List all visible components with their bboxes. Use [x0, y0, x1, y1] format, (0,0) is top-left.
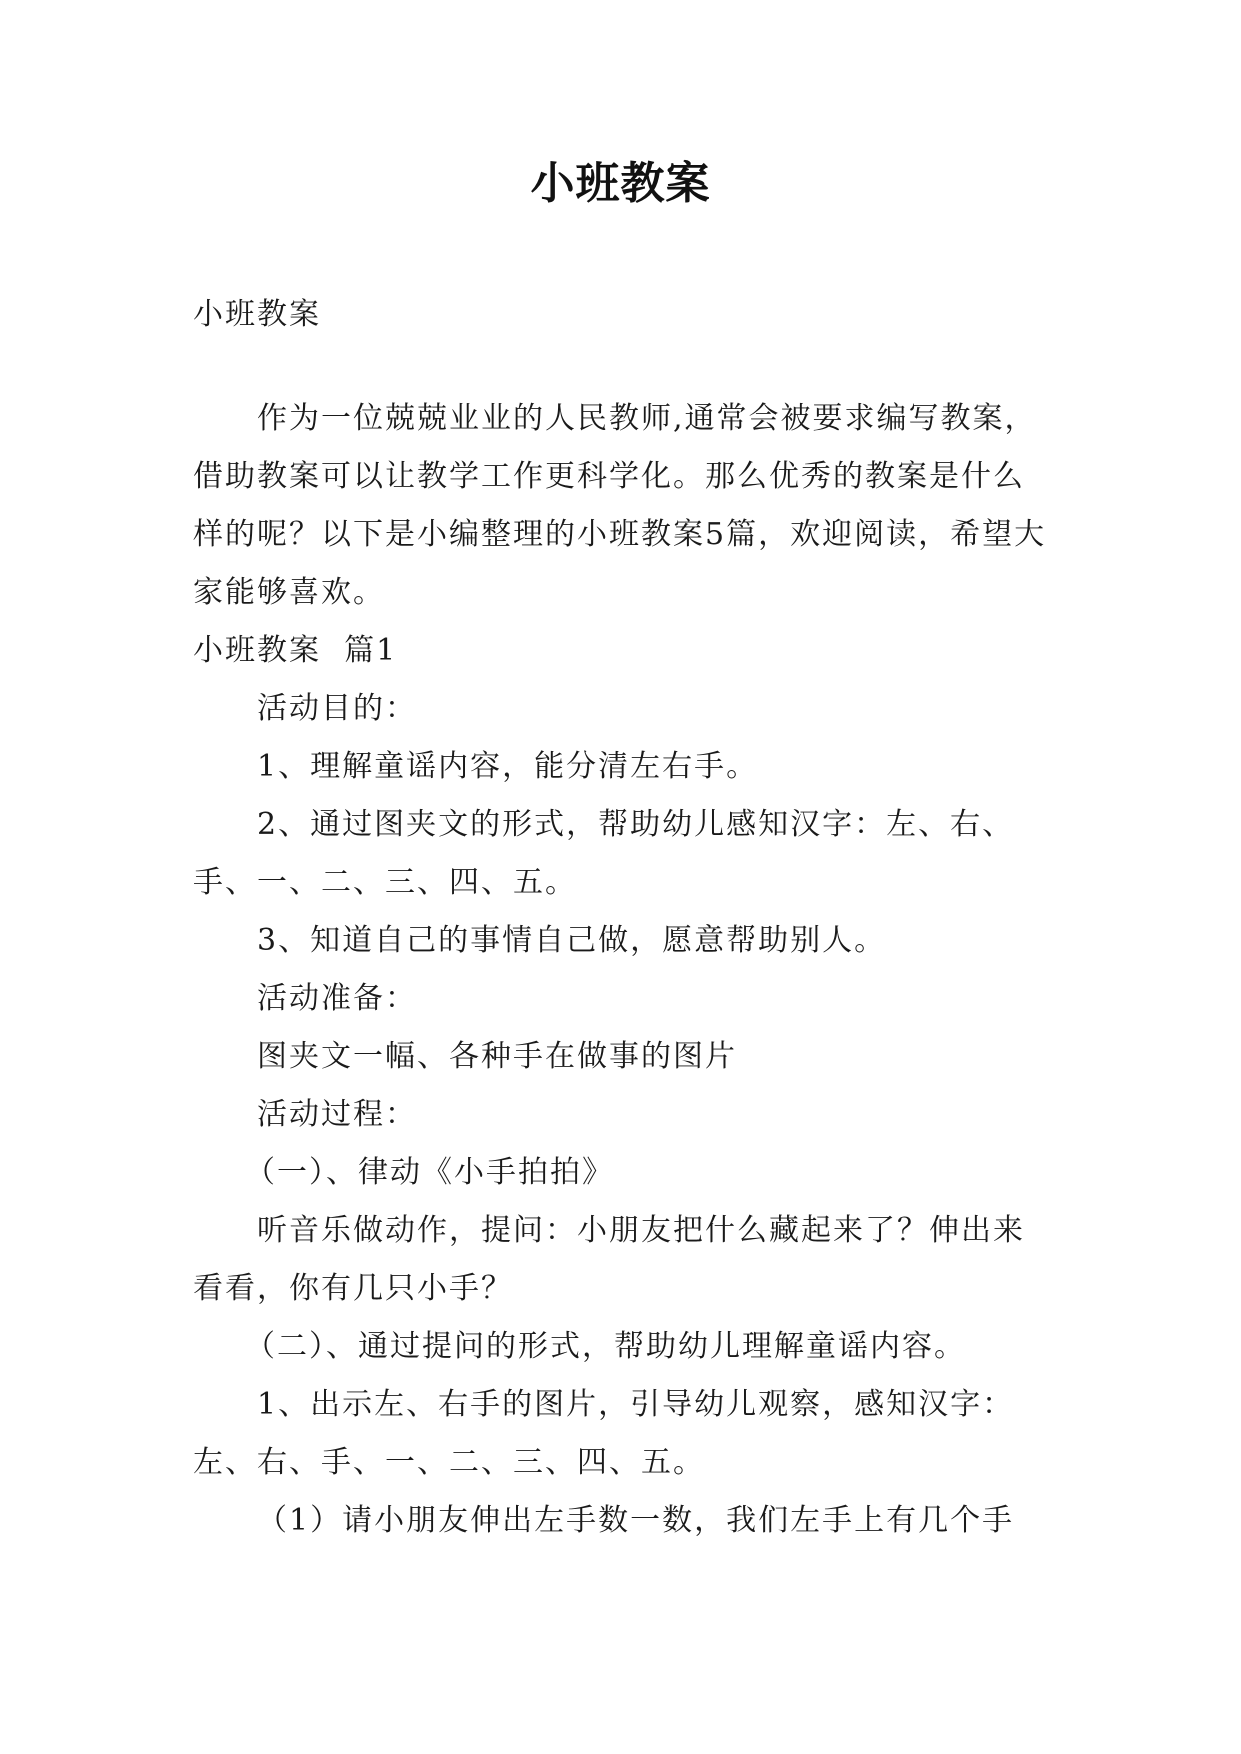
paragraph-step-2-item-1: 1、出示左、右手的图片，引导幼儿观察，感知汉字：左、右、手、一、二、三、四、五。: [193, 1387, 1015, 1480]
paragraph-process-heading: 活动过程：: [257, 1097, 417, 1132]
document-subtitle: 小班教案: [193, 297, 321, 332]
paragraph-goal-3: 3、知道自己的事情自己做，愿意帮助别人。: [257, 923, 887, 958]
paragraph-activity-goal-heading: 活动目的：: [257, 691, 417, 726]
paragraph-step-1-content: 听音乐做动作，提问：小朋友把什么藏起来了？伸出来看看，你有几只小手？: [193, 1213, 1025, 1306]
intro-paragraph: 作为一位兢兢业业的人民教师,通常会被要求编写教案，借助教案可以让教学工作更科学化。那么优秀的教案是什么样的呢？以下是小编整理的小班教案5篇，欢迎阅读，希望大家能够喜欢。: [193, 401, 1047, 610]
document-body: [193, 286, 1053, 1550]
document-title: 小班教案: [530, 158, 711, 209]
paragraph-step-1-heading: （一）、律动《小手拍拍》: [245, 1155, 614, 1190]
paragraph-step-2-subitem-1: （1）请小朋友伸出左手数一数，我们左手上有几个手: [257, 1503, 1015, 1538]
paragraph-goal-1: 1、理解童谣内容，能分清左右手。: [257, 749, 759, 784]
paragraph-goal-2: 2、通过图夹文的形式，帮助幼儿感知汉字：左、右、手、一、二、三、四、五。: [193, 807, 1015, 900]
paragraph-step-2-heading: （二）、通过提问的形式，帮助幼儿理解童谣内容。: [245, 1329, 966, 1364]
section-heading: 小班教案 篇1: [193, 633, 398, 668]
paragraph-preparation-items: 图夹文一幅、各种手在做事的图片: [257, 1039, 737, 1074]
paragraph-preparation-heading: 活动准备：: [257, 981, 417, 1016]
